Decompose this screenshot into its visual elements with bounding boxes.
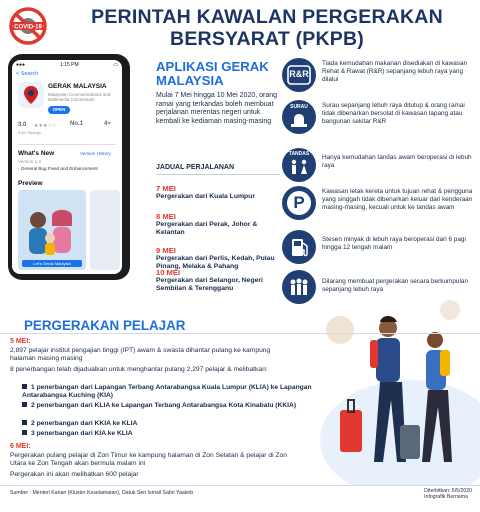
travelers-illustration-icon bbox=[300, 290, 480, 485]
title-line-1: PERINTAH KAWALAN PERGERAKAN bbox=[91, 6, 443, 28]
rule-text: Tiada kemudahan makanan disediakan di kawasan Rehat & Rawat (R&R) sepanjang lebuh raya yang dilalui bbox=[322, 60, 468, 83]
release-notes: - General Bug Fixed and Enhancement bbox=[18, 166, 98, 171]
rnr-label: R&R bbox=[289, 69, 309, 79]
fuel-icon bbox=[282, 230, 316, 264]
schedule-date: 8 MEI bbox=[156, 212, 176, 221]
surau-icon bbox=[282, 100, 316, 134]
app-name: GERAK MALAYSIA bbox=[48, 83, 107, 90]
schedule-text: Pergerakan dari Selangor, Negeri Sembilan & Terengganu bbox=[156, 277, 263, 292]
schedule-divider bbox=[156, 174, 280, 175]
whats-new-heading: What's New bbox=[18, 150, 55, 157]
rule-text: Surau sepanjang lebuh raya ditutup & orang ramai tidak dibenarkan bersolat di kawasan lapang atau bangunan sekitar R&R bbox=[322, 102, 465, 125]
section-divider bbox=[0, 333, 480, 334]
version-label: Version 1.3 bbox=[18, 159, 41, 164]
app-developer: Malaysian Communications and Multimedia Commission bbox=[48, 92, 111, 103]
source-credit: Sumber : Menteri Kanan (Kluster Keselamatan), Datuk Seri Ismail Sabri Yaakob bbox=[10, 490, 194, 496]
schedule-item bbox=[156, 268, 284, 293]
schedule-text: Pergerakan dari Perak, Johor & Kelantan bbox=[156, 221, 258, 236]
flight-bullet bbox=[22, 420, 322, 428]
publish-info bbox=[424, 488, 472, 501]
status-bar bbox=[12, 60, 122, 69]
rnr-icon bbox=[282, 58, 316, 92]
publisher-credit: Infografik Bernama bbox=[424, 494, 468, 501]
preview-screenshot-2[interactable] bbox=[90, 190, 120, 270]
rule-text: Dilarang membuat pergerakan secara berkumpulan sepanjang lebuh raya bbox=[322, 278, 468, 293]
flight-bullet bbox=[22, 402, 322, 410]
version-history-link[interactable]: Version History bbox=[80, 151, 111, 156]
rule-text: Stesen minyak di lebuh raya beroperasi dari 6 pagi hingga 12 tengah malam bbox=[322, 236, 466, 251]
rule-text: Kawasan letak kereta untuk tujuan rehat & pengguna yang singgah tidak dibenarkan keluar dari kenderaan masing-masing, kecuali untuk ke tandas awam bbox=[322, 188, 473, 211]
toilet-icon bbox=[282, 148, 316, 182]
status-time: 1:15 PM bbox=[60, 62, 79, 68]
day-label-5-mei: 5 MEI: bbox=[10, 338, 31, 345]
schedule-item bbox=[156, 246, 284, 271]
students-paragraph-2: 8 penerbangan telah dijadualkan untuk menghantar pulang 2,297 pelajar & melibatkan: bbox=[10, 366, 268, 373]
battery-icon: ▭ bbox=[113, 62, 118, 68]
back-search-link[interactable]: < Search bbox=[16, 71, 39, 77]
signal-icon: ●●● bbox=[16, 62, 26, 68]
preview-screenshot[interactable] bbox=[18, 190, 86, 270]
day-label-6-mei: 6 MEI: bbox=[10, 443, 31, 450]
schedule-heading: JADUAL PERJALANAN bbox=[156, 164, 235, 171]
schedule-item bbox=[156, 212, 284, 237]
schedule-date: 7 MEI bbox=[156, 184, 176, 193]
covid-logo-text: COVID-19 bbox=[14, 24, 42, 31]
preview-heading: Preview bbox=[18, 180, 43, 187]
schedule-date: 9 MEI bbox=[156, 246, 176, 255]
phone-screen bbox=[12, 60, 122, 274]
footer-divider bbox=[0, 485, 480, 486]
flight-bullet-text: 3 penerbangan dari KIA ke KLIA bbox=[31, 430, 133, 437]
family-photo-icon bbox=[18, 190, 86, 270]
app-rank: No.1 bbox=[70, 121, 84, 127]
schedule-date: 10 MEI bbox=[156, 268, 181, 277]
app-rating: 3.0 bbox=[18, 122, 27, 128]
bullet-square bbox=[22, 402, 27, 407]
covid-19-logo bbox=[8, 6, 48, 46]
preview-caption: Let's Gerak Malaysia bbox=[22, 260, 82, 267]
students-paragraph-3: Pergerakan pulang pelajar di Zon Timur ke kampung halaman di Zon Selatan & pelajar di Zon Utara ke Zon Tengah akan bermula malam ini bbox=[10, 452, 287, 467]
schedule-text: Pergerakan dari Perlis, Kedah, Pulau Pinang, Melaka & Pahang bbox=[156, 255, 275, 270]
tandas-label: TANDAS bbox=[288, 151, 310, 157]
gerak-malaysia-title: APLIKASI GERAK MALAYSIA bbox=[156, 59, 269, 88]
age-rating: 4+ bbox=[104, 121, 111, 127]
schedule-item bbox=[156, 184, 284, 201]
students-section-title: PERGERAKAN PELAJAR bbox=[24, 318, 186, 333]
flight-bullet bbox=[22, 430, 322, 438]
bullet-square bbox=[22, 384, 27, 389]
flight-bullet-text: 2 penerbangan dari KLIA ke Lapangan Terbang Antarabangsa Kota Kinabalu (KKIA) bbox=[31, 402, 297, 409]
divider bbox=[18, 144, 116, 145]
schedule-text: Pergerakan dari Kuala Lumpur bbox=[156, 193, 255, 200]
flight-bullet-text: 1 penerbangan dari Lapangan Terbang Antarabangsa Kuala Lumpur (KLIA) ke Lapangan Antarabangsa Kuching (KIA) bbox=[22, 384, 312, 399]
flight-bullet bbox=[22, 384, 322, 400]
open-button[interactable]: OPEN bbox=[48, 106, 70, 114]
gerak-malaysia-body: Mulai 7 Mei hingga 10 Mei 2020, orang ramai yang terkandas boleh membuat perjalanan merentas negeri untuk kembali ke kediaman masing-masing bbox=[156, 92, 278, 125]
title-line-2: BERSYARAT (PKPB) bbox=[170, 28, 364, 50]
surau-label: SURAU bbox=[290, 104, 308, 110]
gerak-malaysia-app-icon bbox=[18, 82, 44, 108]
students-paragraph-1: 2,897 pelajar institut pengajian tinggi (IPT) awam & swasta dihantar pulang ke kampung halaman masing masing bbox=[10, 347, 271, 362]
ratings-count: 3.6K Ratings bbox=[18, 130, 41, 135]
flight-bullet-text: 2 penerbangan dari KKIA ke KLIA bbox=[31, 420, 138, 427]
rating-stars: ★★★☆☆ bbox=[34, 123, 57, 129]
rule-text: Hanya kemudahan tandas awam beroperasi di lebuh raya bbox=[322, 154, 472, 169]
parking-icon bbox=[282, 186, 316, 220]
bullet-square bbox=[22, 420, 27, 425]
parking-label: P bbox=[293, 193, 305, 212]
publish-date: Diterbitkan: 6/5/2020 bbox=[424, 488, 472, 494]
bullet-square bbox=[22, 430, 27, 435]
students-paragraph-4: Pergerakan ini akan melibatkan 600 pelajar bbox=[10, 471, 139, 478]
page-title bbox=[62, 6, 472, 50]
